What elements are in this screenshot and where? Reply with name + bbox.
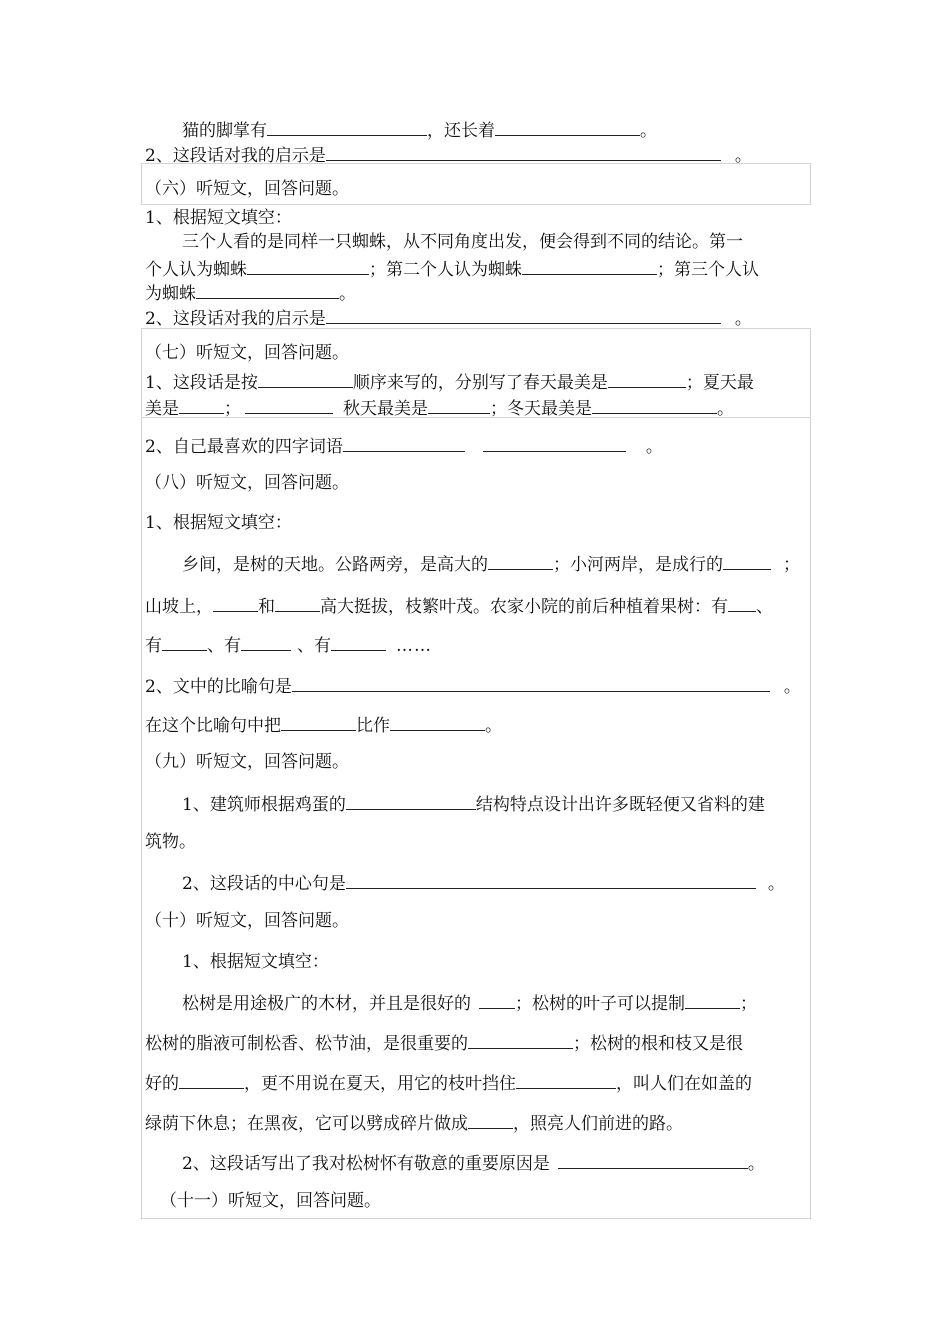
blank[interactable] — [245, 395, 333, 414]
blank[interactable] — [516, 1070, 616, 1089]
blank[interactable] — [326, 142, 721, 161]
s8-para-line1: 乡间，是树的天地。公路两旁，是高大的 ；小河两岸，是成行的 ； — [182, 551, 800, 577]
s7-question-2: 2、自己最喜欢的四字词语 。 — [145, 433, 663, 459]
s11-title: （十一）听短文，回答问题。 — [160, 1191, 381, 1211]
s9-question-1-line2: 筑物。 — [145, 832, 196, 852]
s8-question-2: 2、文中的比喻句是 。 — [145, 673, 801, 699]
s5-question-2: 2、这段话对我的启示是 。 — [145, 142, 752, 168]
blank[interactable] — [281, 712, 356, 731]
blank[interactable] — [213, 593, 258, 612]
blank[interactable] — [247, 256, 369, 275]
blank[interactable] — [728, 593, 756, 612]
blank[interactable] — [390, 712, 485, 731]
blank[interactable] — [292, 673, 770, 692]
s6-question-2: 2、这段话对我的启示是 。 — [145, 305, 752, 331]
s8-para-line2: 山坡上， 和 高大挺拔，枝繁叶茂。农家小院的前后种植着果树：有 、 — [145, 593, 773, 619]
s8-question-2-line2: 在这个比喻句中把 比作 。 — [145, 712, 502, 738]
s6-para-line3: 为蜘蛛 。 — [145, 280, 356, 306]
blank[interactable] — [592, 395, 717, 414]
blank[interactable] — [346, 870, 756, 889]
blank[interactable] — [346, 791, 476, 810]
s9-title: （九）听短文，回答问题。 — [145, 752, 349, 772]
s10-para-line1: 松树是用途极广的木材，并且是很好的 ；松树的叶子可以提制 ； — [182, 990, 757, 1016]
blank[interactable] — [196, 280, 339, 299]
blank[interactable] — [468, 1110, 513, 1129]
blank[interactable] — [685, 990, 740, 1009]
s8-title: （八）听短文，回答问题。 — [145, 473, 349, 493]
section-8-11-box — [141, 417, 811, 1219]
s6-title: （六）听短文，回答问题。 — [145, 179, 349, 199]
s7-title: （七）听短文，回答问题。 — [145, 343, 349, 363]
blank[interactable] — [495, 117, 640, 136]
blank[interactable] — [343, 433, 465, 452]
s8-para-line3: 有 、有 、有 …… — [145, 632, 432, 658]
blank[interactable] — [326, 305, 721, 324]
s10-question-2: 2、这段话写出了我对松树怀有敬意的重要原因是 。 — [182, 1150, 765, 1176]
s8-question-1: 1、根据短文填空： — [145, 513, 292, 533]
s10-para-line3: 好的 ，更不用说在夏天，用它的枝叶挡住 ，叫人们在如盖的 — [145, 1070, 752, 1096]
s10-para-line4: 绿荫下休息；在黑夜，它可以劈成碎片做成 ，照亮人们前进的路。 — [145, 1110, 683, 1136]
blank[interactable] — [558, 1150, 748, 1169]
blank[interactable] — [479, 990, 515, 1009]
blank[interactable] — [483, 433, 626, 452]
blank[interactable] — [488, 551, 553, 570]
s10-para-line2: 松树的脂液可制松香、松节油，是很重要的 ；松树的根和枝又是很 — [145, 1030, 743, 1056]
blank[interactable] — [179, 1070, 244, 1089]
blank[interactable] — [162, 632, 207, 651]
s6-question-1: 1、根据短文填空： — [145, 208, 292, 228]
blank[interactable] — [267, 117, 427, 136]
s6-para-line2: 个人认为蜘蛛 ；第二个人认为蜘蛛 ；第三个人认 — [145, 256, 759, 282]
blank[interactable] — [258, 369, 353, 388]
blank[interactable] — [275, 593, 320, 612]
s9-question-1-line1: 1、建筑师根据鸡蛋的 结构特点设计出许多既轻便又省料的建 — [182, 791, 765, 817]
blank[interactable] — [608, 369, 686, 388]
s7-question-1-line2: 美是 ； 秋天最美是 ；冬天最美是 。 — [145, 395, 734, 421]
s10-question-1: 1、根据短文填空： — [182, 952, 329, 972]
blank[interactable] — [241, 632, 291, 651]
blank[interactable] — [468, 1030, 573, 1049]
blank[interactable] — [428, 395, 490, 414]
blank[interactable] — [331, 632, 386, 651]
blank[interactable] — [179, 395, 224, 414]
s7-question-1-line1: 1、这段话是按 顺序来写的，分别写了春天最美是 ；夏天最 — [145, 369, 754, 395]
blank[interactable] — [723, 551, 771, 570]
s10-title: （十）听短文，回答问题。 — [145, 911, 349, 931]
blank[interactable] — [522, 256, 657, 275]
s6-para-line1: 三个人看的是同样一只蜘蛛，从不同角度出发，便会得到不同的结论。第一 — [182, 232, 743, 252]
s5-line1: 猫的脚掌有 ，还长着 。 — [182, 117, 657, 143]
s9-question-2: 2、这段话的中心句是 。 — [182, 870, 785, 896]
